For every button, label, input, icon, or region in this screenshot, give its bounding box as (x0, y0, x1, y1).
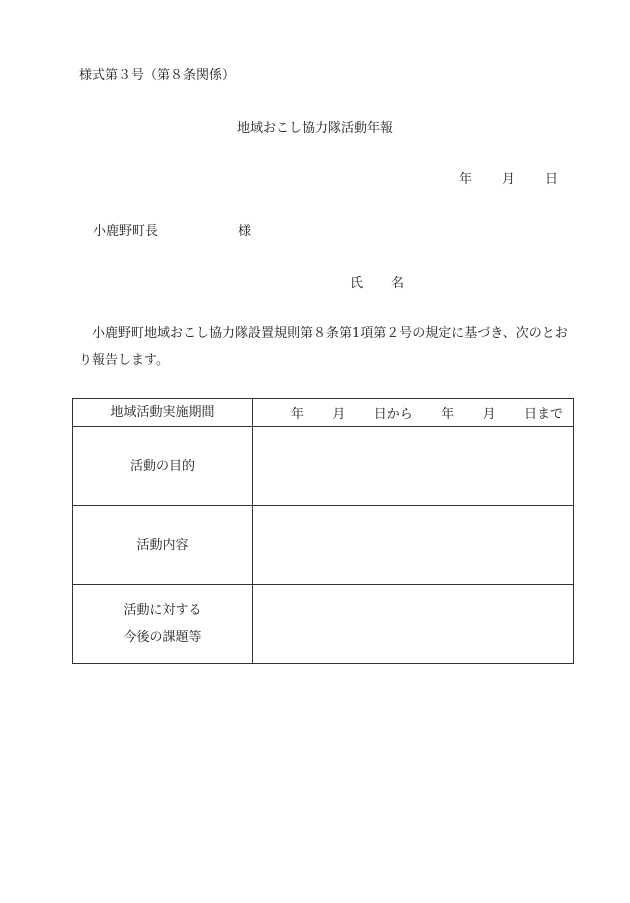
applicant-name-field (350, 277, 404, 290)
table-row-issues (73, 585, 574, 664)
date-year-label: 年 (459, 172, 473, 187)
period-end-month: 月 (482, 407, 496, 422)
period-value-cell[interactable] (253, 399, 574, 427)
purpose-value-cell[interactable] (253, 427, 574, 506)
period-label: 地域活動実施期間 (73, 399, 253, 427)
date-day-label: 日 (545, 172, 559, 187)
purpose-label: 活動の目的 (73, 427, 253, 506)
period-start-day: 日から (373, 407, 413, 422)
issues-value-cell[interactable] (253, 585, 574, 664)
form-number: 様式第３号（第８条関係） (79, 68, 236, 83)
report-table (72, 398, 574, 664)
document-title: 地域おこし協力隊活動年報 (236, 121, 393, 136)
date-line (459, 173, 558, 186)
period-start-year: 年 (291, 407, 305, 422)
issues-label-line2: 今後の課題等 (123, 630, 202, 645)
issues-label (73, 585, 253, 664)
period-range (253, 403, 573, 422)
issues-label-line1: 活動に対する (123, 603, 202, 618)
table-row-purpose (73, 427, 574, 506)
report-statement: 小鹿野町地域おこし協力隊設置規則第８条第1項第２号の規定に基づき、次のとおり報告します。 (79, 326, 568, 368)
period-end-year: 年 (441, 407, 455, 422)
table-row-period (73, 399, 574, 427)
date-month-label: 月 (502, 172, 516, 187)
content-label: 活動内容 (73, 506, 253, 585)
period-start-month: 月 (332, 407, 346, 422)
period-end-day: 日まで (523, 407, 563, 422)
table-row-content (73, 506, 574, 585)
addressee-name: 小鹿野町長 (93, 224, 159, 239)
addressee-honorific: 様 (238, 224, 252, 239)
addressee (93, 225, 251, 238)
name-label-first: 氏 (350, 276, 364, 291)
name-label-second: 名 (391, 276, 405, 291)
content-value-cell[interactable] (253, 506, 574, 585)
